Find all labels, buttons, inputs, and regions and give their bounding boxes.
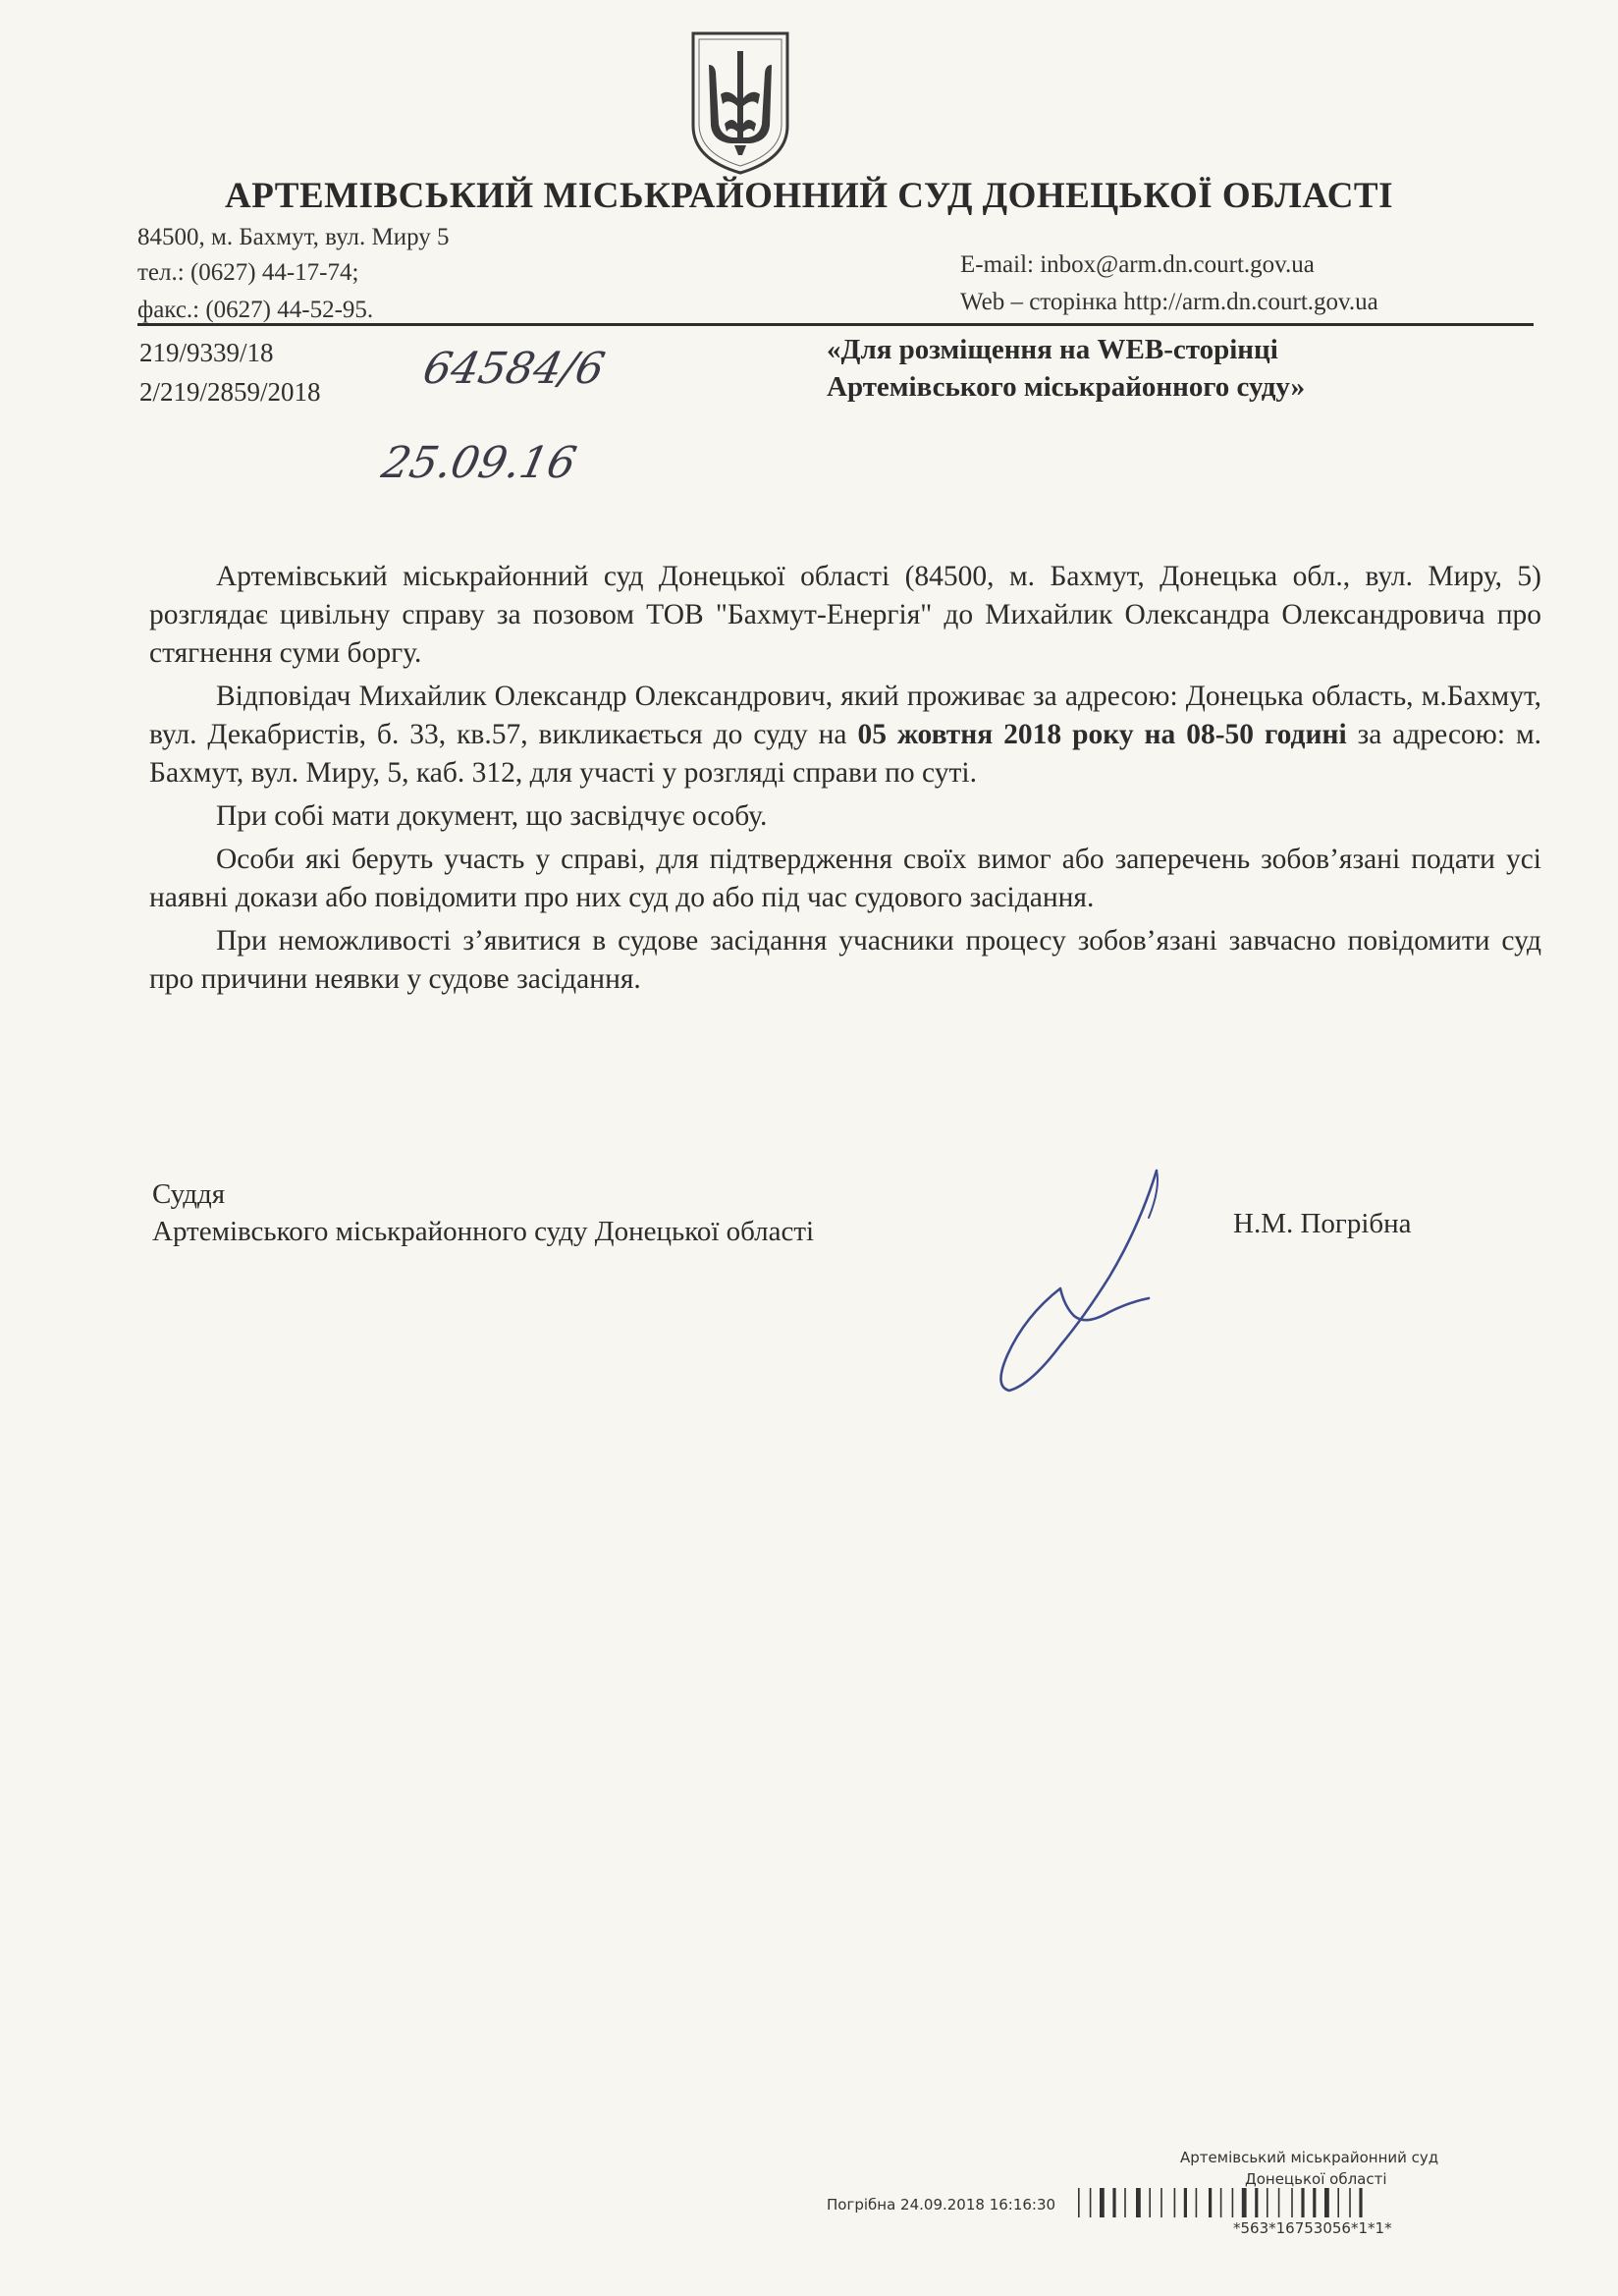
header-divider bbox=[137, 323, 1534, 326]
stamp-org-line2: Донецької області bbox=[1245, 2170, 1387, 2188]
court-email: E-mail: inbox@arm.dn.court.gov.ua bbox=[960, 251, 1315, 278]
court-phone: тел.: (0627) 44-17-74; bbox=[137, 259, 359, 286]
placement-note-line1: «Для розміщення на WEB-сторінці bbox=[827, 334, 1278, 365]
body-paragraph-summons bbox=[149, 678, 1541, 793]
trident-emblem-icon bbox=[685, 29, 795, 177]
signer-role: Суддя bbox=[152, 1178, 226, 1210]
body-paragraph-absence: При неможливості з’явитися в судове засідання учасники процесу зобов’язані завчасно повідомити суд про причини неявки у судове засідання. bbox=[149, 925, 1541, 995]
barcode-number: *563*16753056*1*1* bbox=[1233, 2219, 1392, 2237]
signer-court: Артемівського міськрайонного суду Донецької області bbox=[152, 1216, 815, 1247]
stamp-registration: Погрібна 24.09.2018 16:16:30 bbox=[827, 2196, 1056, 2214]
court-fax: факс.: (0627) 44-52-95. bbox=[137, 297, 374, 323]
handwritten-signature bbox=[992, 1159, 1188, 1404]
stamp-org-line1: Артемівський міськрайонний суд bbox=[1180, 2149, 1439, 2166]
hearing-datetime: 05 жовтня 2018 року на 08-50 годині bbox=[857, 719, 1347, 750]
body-paragraph-id: При собі мати документ, що засвідчує особу. bbox=[216, 800, 768, 832]
summons-text-start: Відповідач Михайлик Олександр Олександрович, який проживає за адресою: Донецька область, м.Бахмут, вул. Декабристів, б. 33, кв.57, викликається до суду на bbox=[149, 681, 1541, 750]
barcode-icon bbox=[1078, 2188, 1569, 2217]
handwritten-date: 25.09.16 bbox=[377, 438, 581, 488]
body-paragraph-evidence: Особи які беруть участь у справі, для підтвердження своїх вимог або заперечень зобов’язані подати усі наявні докази або повідомити про них суд до або під час судового засідання. bbox=[149, 844, 1541, 913]
notice-body bbox=[149, 558, 1541, 1004]
court-address: 84500, м. Бахмут, вул. Миру 5 bbox=[137, 224, 450, 250]
court-website: Web – сторінка http://arm.dn.court.gov.ua bbox=[960, 289, 1378, 315]
handwritten-incoming-number: 64584/6 bbox=[418, 344, 610, 394]
placement-note-line2: Артемівського міськрайонного суду» bbox=[827, 371, 1306, 403]
summons-text-end: за адресою: м. Бахмут, вул. Миру, 5, каб. 312, для участі у розгляді справи по суті. bbox=[149, 719, 1541, 789]
case-number: 219/9339/18 bbox=[139, 338, 274, 367]
proceeding-number: 2/219/2859/2018 bbox=[139, 377, 321, 407]
court-title: АРТЕМІВСЬКИЙ МІСЬКРАЙОННИЙ СУД ДОНЕЦЬКОЇ ОБЛАСТІ bbox=[225, 176, 1393, 216]
body-paragraph-case: Артемівський міськрайонний суд Донецької області (84500, м. Бахмут, Донецька обл., вул. Миру, 5) розглядає цивільну справу за позовом ТОВ "Бахмут-Енергія" до Михайлик Олександра Олександровича про стягнення суми боргу. bbox=[149, 561, 1541, 669]
signer-name: Н.М. Погрібна bbox=[1233, 1208, 1412, 1239]
